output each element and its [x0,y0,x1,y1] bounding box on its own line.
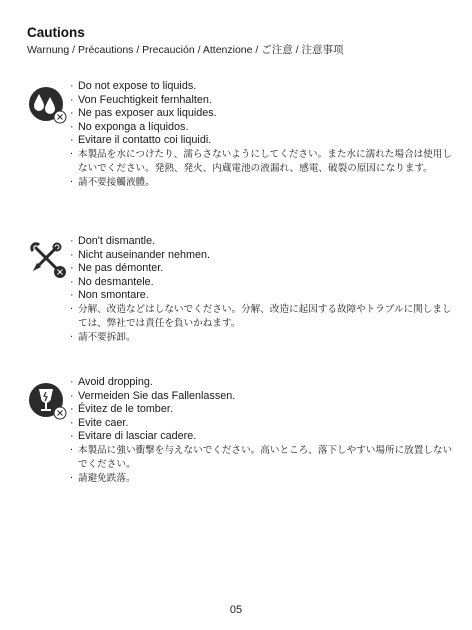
caution-item: · 請不要接觸液體。 [68,176,460,190]
caution-item: · Avoid dropping. [68,376,460,390]
caution-item: · 分解、改造などはしないでください。分解、改造に起因する故障やトラブルに関しましては、弊社では責任を負いかねます。 [68,303,460,331]
cautions-title: Cautions [27,25,85,40]
caution-item: · No desmantele. [68,276,460,290]
caution-list-dismantle [68,235,460,345]
caution-item: · Evitare di lasciar cadere. [68,430,460,444]
caution-item: · Non smontare. [68,289,460,303]
caution-item: · 本製品に強い衝撃を与えないでください。高いところ、落下しやすい場所に放置しないでください。 [68,444,460,472]
caution-item: · Von Feuchtigkeit fernhalten. [68,94,460,108]
caution-item: · Evitare il contatto coi liquidi. [68,134,460,148]
caution-list-liquids [68,80,460,190]
caution-item: · Vermeiden Sie das Fallenlassen. [68,390,460,404]
caution-item: · Ne pas démonter. [68,262,460,276]
caution-item: · Ne pas exposer aux liquides. [68,107,460,121]
no-dropping-icon [27,380,71,424]
caution-item: · 請不要拆卸。 [68,331,460,345]
cautions-subtitle: Warnung / Précautions / Precaución / Attenzione / ご注意 / 注意事项 [27,44,344,56]
page-number: 05 [229,604,243,616]
no-dismantle-icon [27,239,71,283]
caution-item: · Don't dismantle. [68,235,460,249]
caution-item: · 本製品を水につけたり、濡らさないようにしてください。また水に濡れた場合は使用しないでください。発熱、発火、内蔵電池の液漏れ、感電、破裂の原因になります。 [68,148,460,176]
caution-item: · Do not expose to liquids. [68,80,460,94]
no-liquids-icon [27,84,71,128]
caution-item: · No exponga a líquidos. [68,121,460,135]
caution-item: · 請避免跌落。 [68,472,460,486]
caution-item: · Nicht auseinander nehmen. [68,249,460,263]
caution-list-dropping [68,376,460,486]
caution-item: · Évitez de le tomber. [68,403,460,417]
caution-item: · Evite caer. [68,417,460,431]
